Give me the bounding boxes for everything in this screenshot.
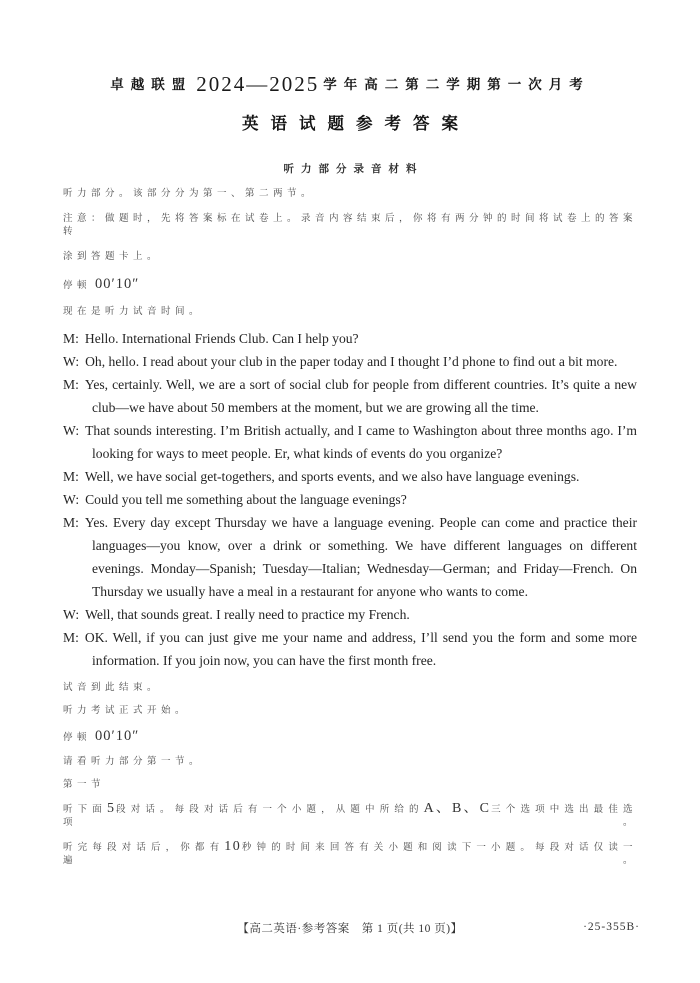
- instruction-segment: 三个选项中选出最佳选项。: [63, 805, 637, 828]
- notice-line-1: 注意：做题时，先将答案标在试卷上。录音内容结束后，你将有两分钟的时间将试卷上的答案转: [63, 214, 638, 237]
- pause-label: 停顿: [63, 733, 92, 743]
- notice-line-2: 涂到答题卡上。: [63, 252, 162, 262]
- turn-text: That sounds interesting. I’m British actually, and I came to Washington about three months ago. I’m looking for ways to meet people. Er, what kinds of events do you organize?: [85, 423, 637, 461]
- turn-text: Hello. International Friends Club. Can I help you?: [84, 331, 359, 346]
- exam-title-session: 学年高二第二学期第一次月考: [323, 77, 590, 92]
- turn-text: Yes, certainly. Well, we are a sort of social club for people from different countries. It’s quite a new club—we have about 50 members at the moment, but we are growing all the time.: [84, 377, 637, 415]
- instruction-segment: 段对话。每段对话后有一个小题，从题中所给的: [115, 805, 424, 815]
- pause-line-2: [63, 728, 637, 746]
- dialogue-turn: [63, 603, 637, 626]
- exam-title-league: 卓越联盟: [110, 77, 193, 92]
- section-one-instruction-2: [63, 840, 637, 868]
- dialogue-turn: [63, 626, 637, 672]
- speaker-label: M:: [63, 331, 79, 346]
- speaker-label: W:: [63, 607, 80, 622]
- turn-text: Could you tell me something about the language evenings?: [85, 492, 407, 507]
- footer-paper-code: ·25-355B·: [583, 921, 640, 933]
- footer-page-info: 【高二英语·参考答案 第 1 页(共 10 页)】: [237, 923, 463, 935]
- dialogue-turn: [63, 511, 637, 603]
- turn-text: OK. Well, if you can just give me your name and address, I’ll send you the form and some more information. If you join now, you can have the first month free.: [84, 630, 637, 668]
- turn-text: Well, we have social get-togethers, and sports events, and we also have language evenings.: [84, 469, 580, 484]
- speaker-label: W:: [63, 492, 80, 507]
- pause-line-1: [63, 276, 637, 294]
- turn-text: Oh, hello. I read about your club in the paper today and I thought I’d phone to find out a bit more.: [85, 354, 618, 369]
- sound-check-end-line: 试音到此结束。: [63, 683, 162, 693]
- instruction-number: 5: [106, 801, 116, 816]
- listening-material-heading: 听力部分录音材料: [283, 163, 424, 175]
- section-one-heading: 第一节: [63, 780, 106, 790]
- turn-text: Yes. Every day except Thursday we have a language evening. People can come and practice their languages—you know, over a drink or something. We have different languages on different evenings. Monday—Spanish; Tuesday—Italian; Wednesday—German; and Friday—French. On Thursday we usually have a meal in a restaurant for anyone who wants to come.: [84, 515, 637, 599]
- page-footer: [0, 920, 700, 936]
- pause-duration: 00′10″: [95, 728, 140, 744]
- section-one-instruction-1: [63, 802, 637, 830]
- instruction-segment: 秒钟的时间来回答有关小题和阅读下一小题。每段对话仅读一遍。: [63, 843, 637, 866]
- speaker-label: M:: [63, 377, 79, 392]
- exam-title-year: 2024—2025: [196, 72, 320, 96]
- instruction-segment: 听下面: [63, 805, 107, 815]
- instruction-options: A、B、C: [423, 801, 491, 816]
- dialogue-turn: [63, 419, 637, 465]
- listening-overview-line: 听力部分。该部分分为第一、第二两节。: [63, 189, 316, 199]
- listening-transcript: [63, 327, 637, 672]
- instruction-segment: 听完每段对话后，你都有: [63, 843, 225, 853]
- dialogue-turn: [63, 373, 637, 419]
- dialogue-turn: [63, 488, 637, 511]
- exam-title: [63, 72, 637, 97]
- turn-text: Well, that sounds great. I really need to practice my French.: [85, 607, 410, 622]
- pause-duration: 00′10″: [95, 276, 140, 292]
- paper-title: 英语试题参考答案: [242, 115, 470, 133]
- speaker-label: W:: [63, 354, 80, 369]
- dialogue-turn: [63, 350, 637, 373]
- sound-check-line: 现在是听力试音时间。: [63, 307, 204, 317]
- speaker-label: W:: [63, 423, 80, 438]
- post-transcript-instructions: [63, 682, 637, 868]
- speaker-label: M:: [63, 515, 79, 530]
- speaker-label: M:: [63, 630, 79, 645]
- dialogue-turn: [63, 465, 637, 488]
- instruction-number: 10: [224, 839, 242, 854]
- dialogue-turn: [63, 327, 637, 350]
- speaker-label: M:: [63, 469, 79, 484]
- pause-label: 停顿: [63, 281, 92, 291]
- see-section-line: 请看听力部分第一节。: [63, 757, 204, 767]
- exam-start-line: 听力考试正式开始。: [63, 706, 190, 716]
